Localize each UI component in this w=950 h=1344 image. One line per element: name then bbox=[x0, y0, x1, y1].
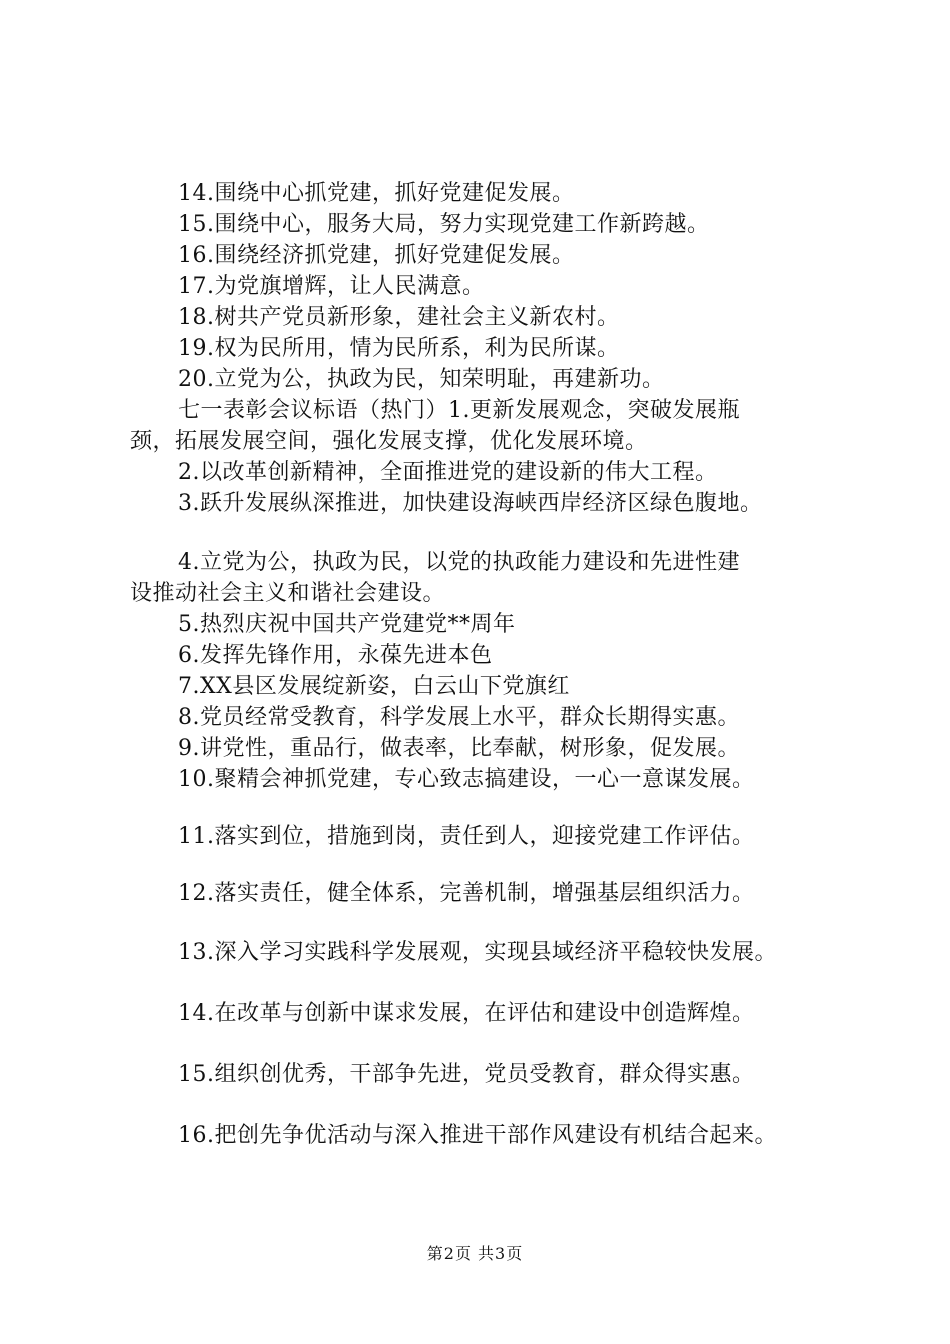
text-line: 13.深入学习实践科学发展观，实现县域经济平稳较快发展。 bbox=[178, 940, 777, 965]
text-line: 9.讲党性，重品行，做表率，比奉献，树形象，促发展。 bbox=[178, 736, 740, 761]
text-line: 10.聚精会神抓党建，专心致志搞建设，一心一意谋发展。 bbox=[178, 767, 755, 792]
text-line: 15.组织创优秀，干部争先进，党员受教育，群众得实惠。 bbox=[178, 1062, 755, 1087]
text-line: 14.围绕中心抓党建，抓好党建促发展。 bbox=[178, 181, 575, 206]
text-line: 17.为党旗增辉，让人民满意。 bbox=[178, 274, 485, 299]
text-line: 12.落实责任，健全体系，完善机制，增强基层组织活力。 bbox=[178, 881, 755, 906]
text-line: 6.发挥先锋作用，永葆先进本色 bbox=[178, 643, 493, 668]
text-line: 14.在改革与创新中谋求发展，在评估和建设中创造辉煌。 bbox=[178, 1001, 755, 1026]
text-line: 15.围绕中心，服务大局，努力实现党建工作新跨越。 bbox=[178, 212, 710, 237]
text-line: 7.XX县区发展绽新姿，白云山下党旗红 bbox=[178, 674, 570, 699]
text-line: 8.党员经常受教育，科学发展上水平，群众长期得实惠。 bbox=[178, 705, 740, 730]
text-line: 19.权为民所用，情为民所系，利为民所谋。 bbox=[178, 336, 620, 361]
text-line: 4.立党为公，执政为民，以党的执政能力建设和先进性建 bbox=[178, 550, 740, 575]
page-number-footer: 第2页 共3页 bbox=[426, 1244, 524, 1263]
text-line: 16.把创先争优活动与深入推进干部作风建设有机结合起来。 bbox=[178, 1123, 777, 1148]
text-line: 18.树共产党员新形象，建社会主义新农村。 bbox=[178, 305, 620, 330]
text-line: 16.围绕经济抓党建，抓好党建促发展。 bbox=[178, 243, 575, 268]
text-line: 设推动社会主义和谐社会建设。 bbox=[130, 581, 446, 606]
text-line: 5.热烈庆祝中国共产党建党**周年 bbox=[178, 612, 516, 637]
text-line: 11.落实到位，措施到岗，责任到人，迎接党建工作评估。 bbox=[178, 824, 755, 849]
text-line: 颈，拓展发展空间，强化发展支撑，优化发展环境。 bbox=[130, 429, 648, 454]
text-line: 2.以改革创新精神，全面推进党的建设新的伟大工程。 bbox=[178, 460, 718, 485]
section-heading-line: 七一表彰会议标语（热门）1.更新发展观念，突破发展瓶 bbox=[178, 398, 740, 423]
text-line: 3.跃升发展纵深推进，加快建设海峡西岸经济区绿色腹地。 bbox=[178, 491, 763, 516]
text-line: 20.立党为公，执政为民，知荣明耻，再建新功。 bbox=[178, 367, 665, 392]
